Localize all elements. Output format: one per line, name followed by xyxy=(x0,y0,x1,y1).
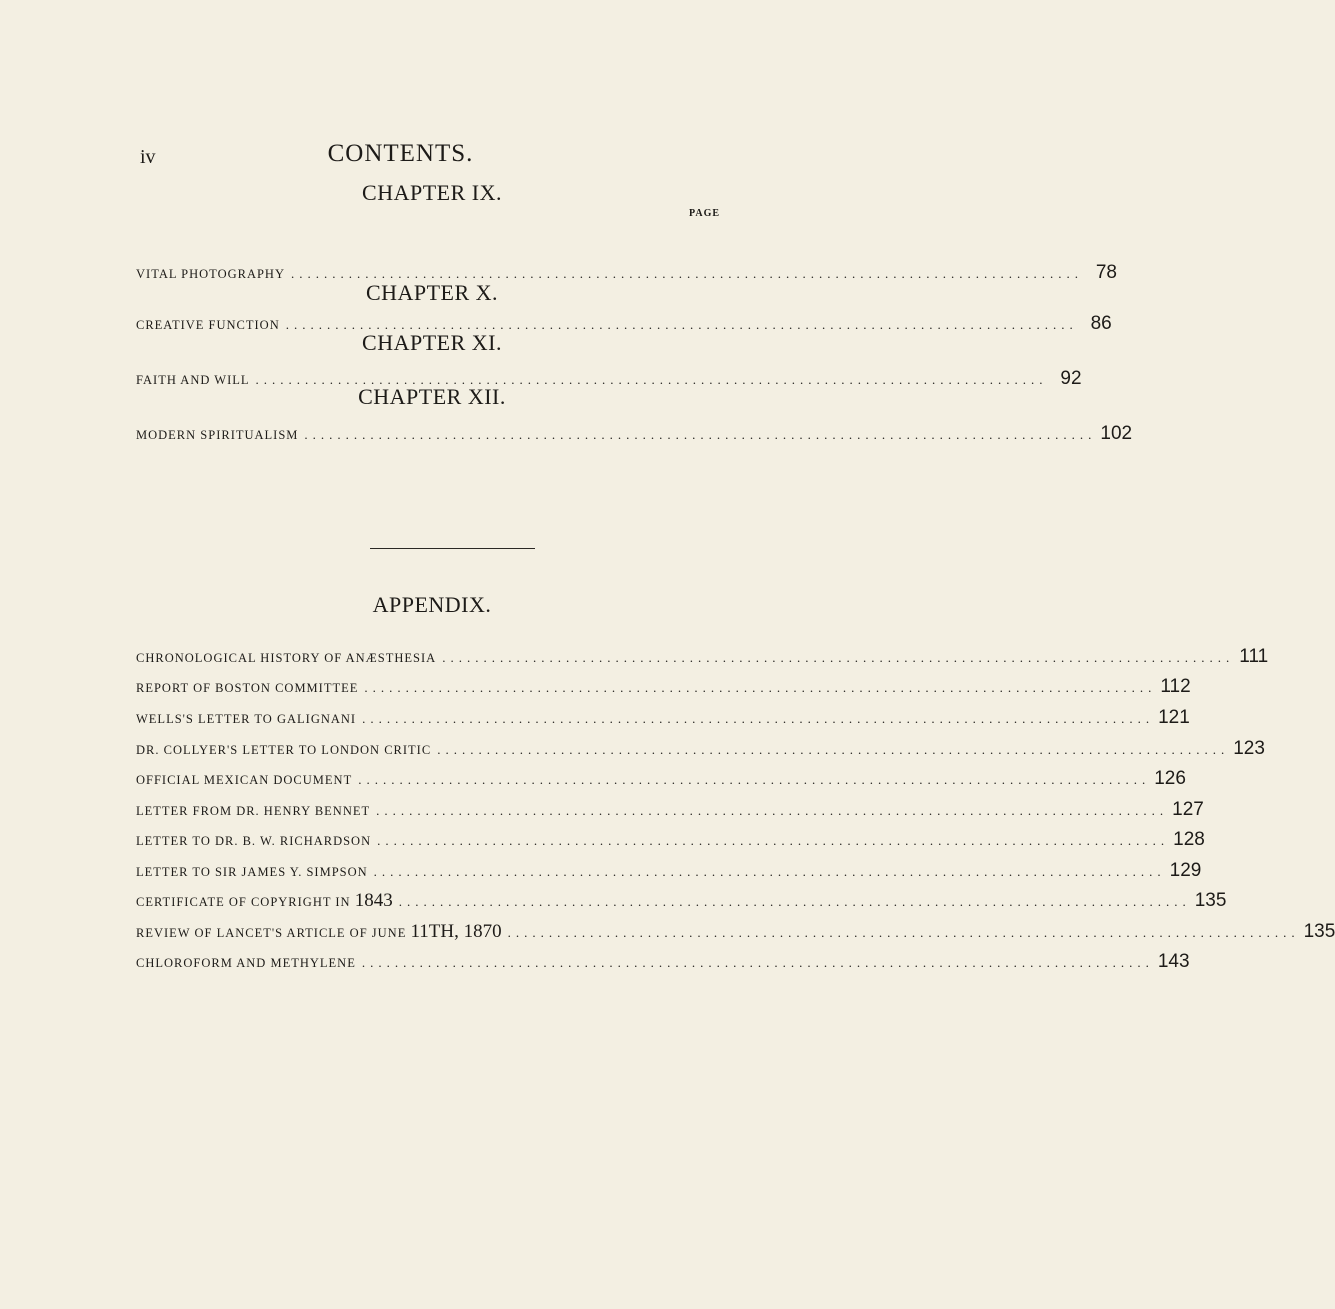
appendix-entry-title: LETTER FROM DR. HENRY BENNET xyxy=(136,804,371,818)
toc-entry-page: 102 xyxy=(1100,423,1133,444)
appendix-entry-page: 129 xyxy=(1169,860,1202,881)
dot-leader: ................................................................................................ xyxy=(285,317,1078,332)
appendix-entry-title xyxy=(136,921,502,943)
appendix-entry-page: 112 xyxy=(1160,676,1191,697)
appendix-entry xyxy=(136,921,1335,943)
dot-leader: ................................................................................................ xyxy=(255,372,1048,387)
toc-entry-title: VITAL PHOTOGRAPHY xyxy=(136,267,285,281)
appendix-entry-title: CHRONOLOGICAL HISTORY OF ANÆSTHESIA xyxy=(136,651,437,665)
appendix-entry-title-year: 1843 xyxy=(354,890,393,911)
appendix-entry-title-text: REVIEW OF LANCET'S ARTICLE OF JUNE xyxy=(136,926,407,940)
dot-leader: ................................................................................................ xyxy=(361,955,1154,970)
appendix-entry-page: 128 xyxy=(1173,829,1205,850)
appendix-heading: APPENDIX. xyxy=(372,592,492,617)
page-column-label: PAGE xyxy=(689,208,721,219)
dot-leader: ................................................................................................ xyxy=(398,894,1191,909)
appendix-entry-title: OFFICIAL MEXICAN DOCUMENT xyxy=(136,773,353,787)
dot-leader: ................................................................................................ xyxy=(362,711,1155,726)
dot-leader: ................................................................................................ xyxy=(364,680,1157,695)
toc-entry-page: 92 xyxy=(1060,368,1082,389)
appendix-entry xyxy=(136,676,1191,698)
dot-leader: ................................................................................................ xyxy=(373,864,1166,879)
appendix-entry-title-text: CERTIFICATE OF COPYRIGHT IN xyxy=(136,895,351,909)
chapter-heading: CHAPTER X. xyxy=(365,280,499,305)
appendix-entry-page: 121 xyxy=(1158,707,1190,728)
appendix-entry xyxy=(136,829,1205,851)
appendix-entry xyxy=(136,890,1227,912)
toc-entry-page: 78 xyxy=(1095,262,1117,283)
dot-leader: ................................................................................................ xyxy=(377,833,1170,848)
dot-leader: ................................................................................................ xyxy=(437,742,1230,757)
appendix-entry-page: 126 xyxy=(1154,768,1186,789)
dot-leader: ................................................................................................ xyxy=(507,925,1300,940)
page-number: iv xyxy=(140,146,156,168)
dot-leader: ................................................................................................ xyxy=(376,803,1169,818)
appendix-entry-title: CHLOROFORM AND METHYLENE xyxy=(136,956,356,970)
appendix-entry xyxy=(136,738,1265,760)
appendix-entry-title: DR. COLLYER'S LETTER TO LONDON CRITIC xyxy=(136,743,432,757)
chapter-heading: CHAPTER XI. xyxy=(362,330,502,355)
appendix-entry-page: 143 xyxy=(1157,951,1190,972)
dot-leader: ................................................................................................ xyxy=(291,266,1083,281)
running-head: CONTENTS. xyxy=(327,140,474,167)
appendix-entry-page: 111 xyxy=(1239,646,1269,667)
section-divider xyxy=(370,548,535,549)
appendix-entry xyxy=(136,860,1202,882)
appendix-entry-page: 135 xyxy=(1303,921,1335,942)
appendix-entry-page: 127 xyxy=(1172,799,1204,820)
appendix-entry xyxy=(136,951,1190,973)
dot-leader: ................................................................................................ xyxy=(442,650,1235,665)
toc-entry xyxy=(136,423,1133,445)
appendix-entry-title: REPORT OF BOSTON COMMITTEE xyxy=(136,681,359,695)
appendix-entry-page: 135 xyxy=(1194,890,1227,911)
appendix-entry-title xyxy=(136,890,393,912)
toc-entry-title: CREATIVE FUNCTION xyxy=(136,318,280,332)
toc-entry-title: FAITH AND WILL xyxy=(136,373,250,387)
appendix-entry xyxy=(136,799,1204,821)
toc-entry-page: 86 xyxy=(1090,313,1112,334)
appendix-entry-page: 123 xyxy=(1233,738,1265,759)
appendix-entry-title-date: 11TH, 1870 xyxy=(410,921,502,942)
dot-leader: ................................................................................................ xyxy=(358,772,1151,787)
appendix-entry-title: LETTER TO DR. B. W. RICHARDSON xyxy=(136,834,372,848)
appendix-entry xyxy=(136,768,1186,790)
appendix-entry xyxy=(136,707,1190,729)
dot-leader: ................................................................................................ xyxy=(304,427,1097,442)
chapter-heading: CHAPTER IX. xyxy=(362,180,502,205)
appendix-entry-title: WELLS'S LETTER TO GALIGNANI xyxy=(136,712,357,726)
chapter-heading: CHAPTER XII. xyxy=(358,384,506,409)
appendix-entry xyxy=(136,646,1269,668)
toc-entry-title: MODERN SPIRITUALISM xyxy=(136,428,299,442)
appendix-entry-title: LETTER TO SIR JAMES Y. SIMPSON xyxy=(136,865,368,879)
